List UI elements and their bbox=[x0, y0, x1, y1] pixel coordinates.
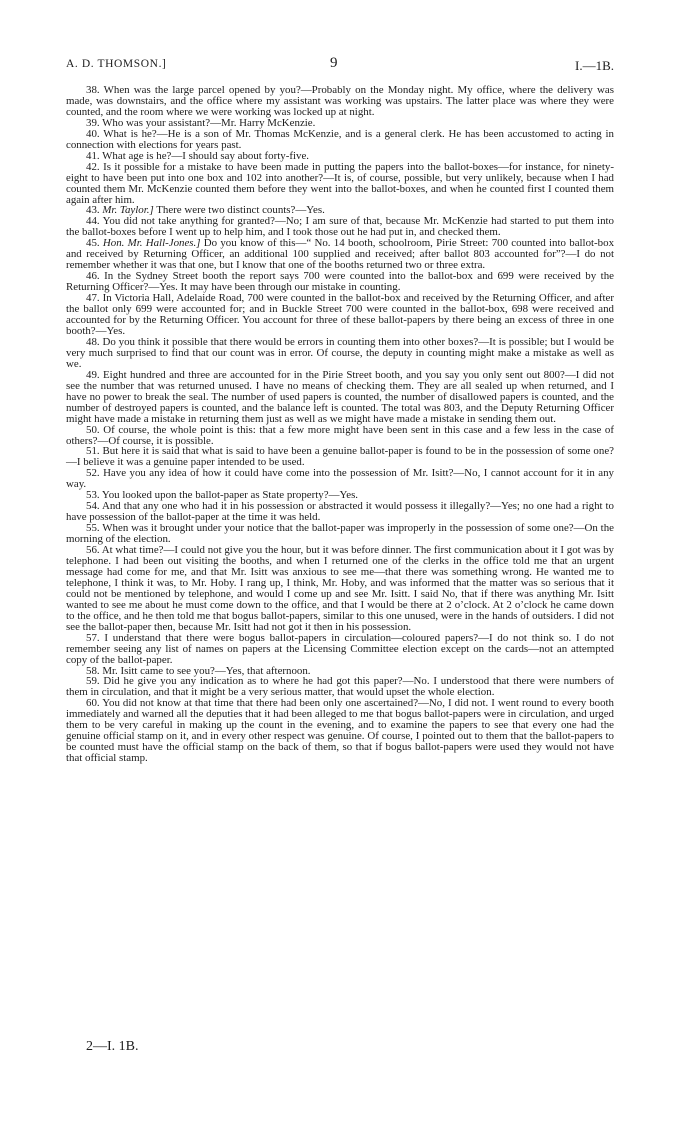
signature-mark: 2—I. 1B. bbox=[86, 1039, 139, 1054]
paragraph: 49. Eight hundred and three are accounted for in the Pirie Street booth, and you say you only sent out 800?—I did not see the number that was returned unused. I have no means of checking them. They are all sealed up when returned, and I have no power to break the seal. The number of used papers is counted, the number of disallowed papers is counted, and the number of destroyed papers is counted, and the balance left is counted. The total was 803, and the Deputy Returning Officer might have made a mistake in returning them just as well as we might have made a mistake in sending them out. bbox=[66, 368, 614, 425]
paragraph: 41. What age is he?—I should say about forty-five. bbox=[86, 149, 309, 162]
paragraph: 55. When was it brought under your notice that the ballot-paper was improperly in the possession of some one?—On the morning of the election. bbox=[66, 522, 614, 546]
paragraph: 57. I understand that there were bogus ballot-papers in circulation—coloured papers?—I do not think so. I do not remember seeing any list of names on papers at the Licensing Committee election except on the cards—not an attempted copy of the ballot-paper. bbox=[66, 631, 614, 666]
page-header bbox=[66, 55, 614, 78]
paragraph-text: There were two distinct counts?—Yes. bbox=[156, 204, 325, 217]
paragraph: 47. In Victoria Hall, Adelaide Road, 700 were counted in the ballot-box and received by the Returning Officer, and after the ballot only 699 were accounted for; and in Buckle Street 700 were counted in the ballot-box, 698 were received and accounted for by the Returning Officer. You account for three of these ballot-papers by there being an excess of three in one booth?—Yes. bbox=[66, 292, 614, 337]
header-paper-ref: I.—1B. bbox=[575, 58, 614, 73]
paragraph: 40. What is he?—He is a son of Mr. Thomas McKenzie, and is a general clerk. He has been accustomed to acting in connection with elections for years past. bbox=[66, 127, 614, 151]
page-number: 9 bbox=[330, 55, 338, 71]
paragraph bbox=[66, 238, 614, 271]
paragraph: 42. Is it possible for a mistake to have been made in putting the papers into the ballot-boxes—for instance, for ninety-eight to have been put into one box and 102 into another?—It is, of course, possible, but very unlikely, because when I had counted them Mr. McKenzie counted them before they went into the ballot-boxes, and when he counted first I counted them again after him. bbox=[66, 160, 614, 206]
paragraph: 52. Have you any idea of how it could have come into the possession of Mr. Isitt?—No, I cannot account for it in any way. bbox=[66, 467, 614, 491]
paragraph: 58. Mr. Isitt came to see you?—Yes, that afternoon. bbox=[86, 664, 311, 677]
paragraph: 46. In the Sydney Street booth the report says 700 were counted into the ballot-box and 699 were received by the Returning Officer?—Yes. It may have been through our mistake in counting. bbox=[66, 270, 614, 294]
paragraph: 38. When was the large parcel opened by you?—Probably on the Monday night. My office, where the delivery was made, was downstairs, and the office where my assistant was working was upstairs. The latter place was where they were counted, and the room where we were working was locked up at night. bbox=[66, 84, 614, 118]
testimony-body bbox=[66, 85, 614, 764]
paragraph: 48. Do you think it possible that there would be errors in counting them into other boxes?—It is possible; but I would be very much surprised to find that our count was in error. Of course, the deputy in counting might make a mistake as well as we. bbox=[66, 335, 614, 370]
paragraph: 60. You did not know at that time that there had been only one ascertained?—No, I did not. I went round to every booth immediately and warned all the deputies that it had been alleged to me that bogus ballot-papers were in circulation, and urged them to be very careful in making up the count in the evening, and to examine the papers to see that every one had the genuine official stamp on it, and in every other respect was genuine. Of course, I pointed out to them that the ballot-papers to be counted must have the official stamp on the back of them, so that if bogus ballot-papers were used they would not have that official stamp. bbox=[66, 697, 614, 765]
paragraph: 53. You looked upon the ballot-paper as State property?—Yes. bbox=[86, 489, 359, 502]
header-witness: A. D. THOMSON.] bbox=[66, 58, 167, 70]
paragraph: 51. But here it is said that what is said to have been a genuine ballot-paper is found to be in the possession of some one?—I believe it was a genuine paper intended to be used. bbox=[66, 445, 614, 469]
paragraph: 54. And that any one who had it in his possession or abstracted it would possess it illegally?—Yes; no one had a right to have possession of the ballot-paper at the time it was held. bbox=[66, 500, 614, 524]
paragraph: 39. Who was your assistant?—Mr. Harry McKenzie. bbox=[86, 116, 316, 129]
paragraph: 59. Did he give you any indication as to where he had got this paper?—No. I understood that there were numbers of them in circulation, and that it might be a very serious matter, that would upset the whole election. bbox=[66, 675, 614, 699]
paragraph-number: 45. bbox=[86, 237, 100, 250]
speaker-name: Mr. Taylor.] bbox=[102, 204, 154, 217]
paragraph-number: 43. bbox=[86, 204, 100, 217]
paragraph: 44. You did not take anything for granted?—No; I am sure of that, because Mr. McKenzie had started to put them into the ballot-boxes before I went up to help him, and I took those out he had put in, and checked them. bbox=[66, 215, 614, 239]
speaker-name: Hon. Mr. Hall-Jones.] bbox=[102, 237, 201, 250]
paragraph: 50. Of course, the whole point is this: that a few more might have been sent in this case and a few less in the case of others?—Of course, it is possible. bbox=[66, 423, 614, 447]
paragraph: 56. At what time?—I could not give you the hour, but it was before dinner. The first communication about it I got was by telephone. I had been out visiting the booths, and when I returned one of the clerks in the office told me that an urgent message had come for me, and that Mr. Isitt was anxious to see me—that there was something wrong. He wanted me to telephone, I think it was, to Mr. Hoby. I rang up, I think, Mr. Hoby, and was informed that the matter was so serious that it could not be mentioned by telephone, and would I come up and see Mr. Isitt. I said No, that if there was anything Mr. Isitt wanted to see me about he must come down to the office, and that I would be there at 2 o’clock. At 2 o’clock he came down to the office, and he then told me that bogus ballot-papers, similar to this one unused, were in the hands of outsiders. I did not see the ballot-paper then, because Mr. Isitt had not got it then in his possession. bbox=[66, 544, 614, 633]
paragraph-text: Do you know of this—“ No. 14 booth, schoolroom, Pirie Street: 700 counted into ballot-box and received by Returning Officer, an additional 100 supplied and received; after ballot 803 accounted for”?—I do not remember whether it was that one, but I know that one of the booths returned two or three extra. bbox=[66, 237, 615, 272]
